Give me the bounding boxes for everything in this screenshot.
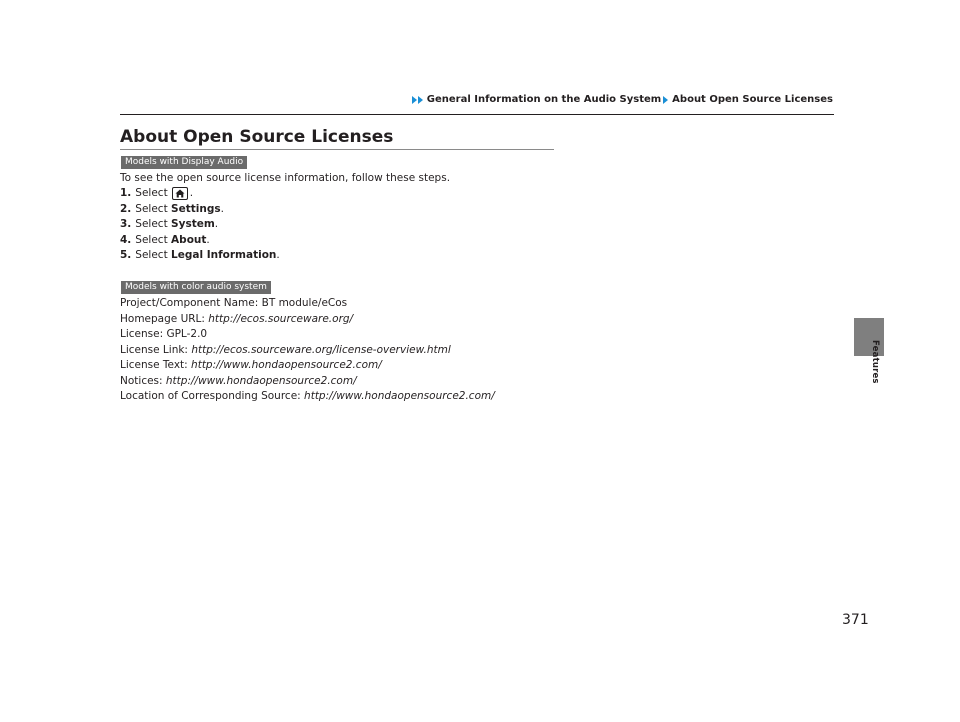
step-number: 3.	[120, 218, 132, 230]
model-badge-color-audio: Models with color audio system	[121, 281, 271, 294]
license-text-link[interactable]: http://www.hondaopensource2.com/	[191, 359, 382, 371]
homepage-link[interactable]: http://ecos.sourceware.org/	[208, 312, 354, 325]
license-label: License Text:	[120, 359, 192, 371]
step-target: Legal Information	[171, 249, 277, 261]
license-info	[120, 296, 495, 405]
title-divider	[120, 149, 554, 150]
license-row	[120, 327, 495, 343]
step-prefix: Select	[135, 218, 168, 230]
license-label: Location of Corresponding Source:	[120, 390, 305, 402]
step-suffix: .	[189, 187, 194, 199]
step-target: Settings	[171, 202, 221, 215]
license-row	[120, 358, 495, 374]
breadcrumb	[412, 94, 833, 105]
step-suffix: .	[276, 249, 280, 261]
step-suffix: .	[206, 233, 210, 246]
steps-list	[120, 186, 280, 264]
license-label: Homepage URL:	[120, 312, 209, 325]
step-target: System	[171, 218, 215, 230]
page-number: 371	[842, 612, 869, 628]
notices-link[interactable]: http://www.hondaopensource2.com/	[165, 374, 357, 387]
license-label: License Link:	[120, 343, 192, 356]
step-number: 5.	[120, 249, 132, 261]
step-prefix: Select	[135, 187, 168, 199]
step-prefix: Select	[135, 233, 168, 246]
breadcrumb-arrow-icon	[412, 96, 424, 104]
license-row	[120, 374, 495, 390]
step-item	[120, 202, 280, 218]
breadcrumb-parent[interactable]: General Information on the Audio System	[426, 94, 662, 105]
breadcrumb-arrow-icon	[663, 96, 669, 104]
step-number: 1.	[120, 187, 132, 199]
license-label: Notices:	[120, 374, 166, 387]
step-suffix: .	[220, 202, 224, 215]
step-item	[120, 186, 280, 202]
step-prefix: Select	[135, 202, 168, 215]
step-prefix: Select	[135, 249, 168, 261]
step-number: 4.	[120, 233, 132, 246]
license-label: License:	[120, 328, 167, 340]
intro-text: To see the open source license information, follow these steps.	[120, 172, 451, 184]
step-number: 2.	[120, 202, 132, 215]
license-link[interactable]: http://ecos.sourceware.org/license-overview.html	[191, 343, 451, 356]
home-icon	[172, 187, 188, 200]
license-row	[120, 312, 495, 328]
license-value: GPL-2.0	[166, 328, 208, 340]
step-item	[120, 233, 280, 249]
license-value: BT module/eCos	[261, 297, 348, 309]
section-tab-label: Features	[870, 340, 880, 384]
step-item	[120, 248, 280, 264]
header-divider	[120, 114, 834, 115]
license-row	[120, 389, 495, 405]
license-row	[120, 296, 495, 312]
license-label: Project/Component Name:	[120, 297, 262, 309]
step-suffix: .	[214, 218, 219, 230]
step-item	[120, 217, 280, 233]
step-target: About	[171, 233, 207, 246]
model-badge-display-audio: Models with Display Audio	[121, 156, 247, 169]
breadcrumb-current: About Open Source Licenses	[672, 94, 833, 105]
page-title: About Open Source Licenses	[120, 127, 394, 147]
source-link[interactable]: http://www.hondaopensource2.com/	[304, 390, 495, 402]
license-row	[120, 343, 495, 359]
